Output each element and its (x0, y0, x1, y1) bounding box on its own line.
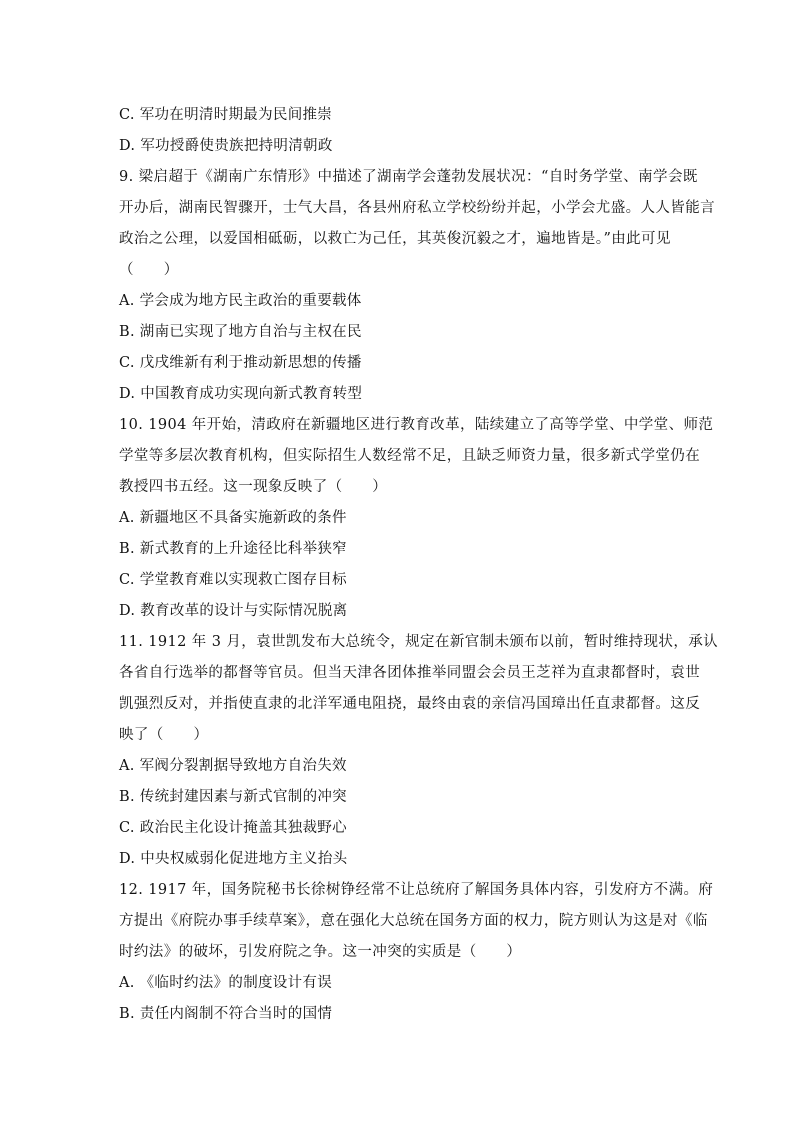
stem-line: （ ） (119, 262, 179, 278)
question-9 (119, 162, 715, 410)
question-11 (119, 627, 719, 875)
option-c: C. 戊戌维新有利于推动新思想的传播 (119, 355, 362, 371)
question-10 (119, 410, 714, 627)
stem-line: 10. 1904 年开始，清政府在新疆地区进行教育改革，陆续建立了高等学堂、中学堂、师范 (119, 417, 714, 433)
stem-line: 教授四书五经。这一现象反映了（ ） (119, 479, 388, 495)
option-d: D. 教育改革的设计与实际情况脱离 (119, 603, 348, 619)
option-d: D. 中国教育成功实现向新式教育转型 (119, 386, 363, 402)
stem-line: 12. 1917 年，国务院秘书长徐树铮经常不让总统府了解国务具体内容，引发府方不满。府 (119, 882, 714, 898)
option-c: C. 政治民主化设计掩盖其独裁野心 (119, 820, 347, 836)
question-stem (119, 410, 714, 503)
option-d: D. 中央权威弱化促进地方主义抬头 (119, 851, 348, 867)
stem-line: 学堂等多层次教育机构，但实际招生人数经常不足，且缺乏师资力量，很多新式学堂仍在 (119, 448, 701, 464)
option-a: A. 学会成为地方民主政治的重要载体 (119, 293, 362, 309)
option-a: A. 《临时约法》的制度设计有误 (119, 975, 332, 991)
question-stem (119, 627, 719, 751)
option-c: C. 学堂教育难以实现救亡图存目标 (119, 572, 347, 588)
option-b: B. 传统封建因素与新式官制的冲突 (119, 789, 347, 805)
question-options (119, 286, 679, 410)
option-b: B. 新式教育的上升途径比科举狭窄 (119, 541, 347, 557)
stem-line: 政治之公理，以爱国相砥砺，以救亡为己任，其英俊沉毅之才，遍地皆是。”由此可见 (119, 231, 671, 247)
option-a: A. 军阀分裂割据导致地方自治失效 (119, 758, 347, 774)
stem-line: 11. 1912 年 3 月，袁世凯发布大总统令，规定在新官制未颁布以前，暂时维持现状，承认 (119, 634, 719, 650)
question-options (119, 503, 679, 627)
question-stem (119, 875, 714, 968)
exam-page (119, 100, 719, 1030)
stem-line: 时约法》的破坏，引发府院之争。这一冲突的实质是（ ） (119, 944, 522, 960)
option-b: B. 责任内阁制不符合当时的国情 (119, 1006, 333, 1022)
option-a: A. 新疆地区不具备实施新政的条件 (119, 510, 347, 526)
question-12 (119, 875, 714, 1030)
question-options (119, 968, 679, 1030)
stem-line: 9. 梁启超于《湖南广东情形》中描述了湖南学会蓬勃发展状况：“自时务学堂、南学会既 (119, 169, 698, 185)
stem-line: 方提出《府院办事手续草案》，意在强化大总统在国务方面的权力，院方则认为这是对《临 (119, 913, 708, 929)
option-c: C. 军功在明清时期最为民间推崇 (119, 107, 333, 123)
question-options (119, 751, 679, 875)
question-8-options-tail (119, 100, 679, 162)
option-d: D. 军功授爵使贵族把持明清朝政 (119, 138, 333, 154)
stem-line: 凯强烈反对，并指使直隶的北洋军通电阻挠，最终由袁的亲信冯国璋出任直隶都督。这反 (119, 696, 701, 712)
question-stem (119, 162, 715, 286)
stem-line: 映了（ ） (119, 727, 209, 743)
option-b: B. 湖南已实现了地方自治与主权在民 (119, 324, 362, 340)
stem-line: 开办后，湖南民智骤开，士气大昌，各县州府私立学校纷纷并起，小学会尤盛。人人皆能言 (119, 200, 715, 216)
stem-line: 各省自行选举的都督等官员。但当天津各团体推举同盟会会员王芝祥为直隶都督时，袁世 (119, 665, 701, 681)
